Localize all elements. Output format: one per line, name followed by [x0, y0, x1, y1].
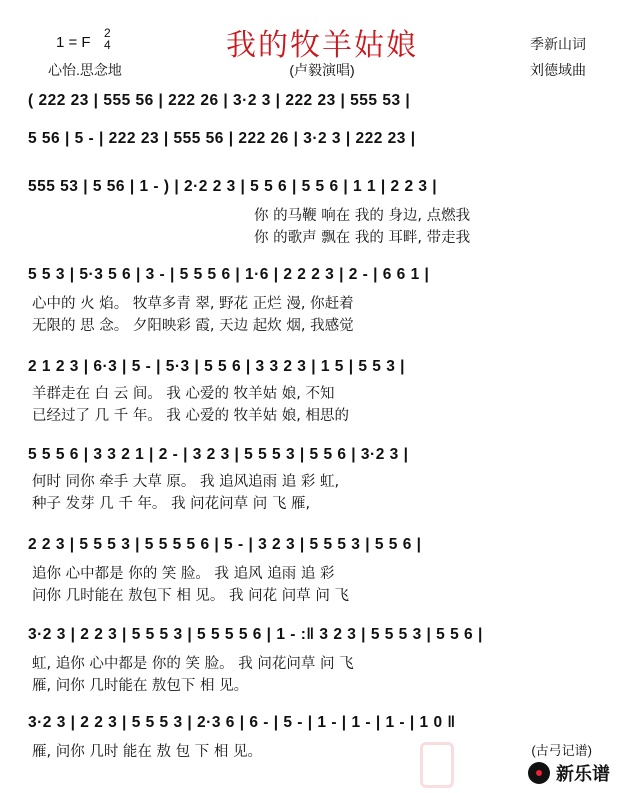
song-title: 我的牧羊姑娘	[226, 28, 418, 63]
composer: 刘德域曲	[530, 62, 586, 78]
score-line-3-lyrics-2: 你 的歌声 飘在 我的 耳畔, 带走我	[254, 230, 471, 246]
music-disc-icon	[528, 762, 550, 784]
brand-logo	[528, 760, 610, 786]
watermark-logo	[420, 742, 454, 788]
time-signature-top: 2	[104, 26, 111, 40]
score-line-5-notes: 2 1 2 3 | 6·3 | 5 - | 5·3 | 5 5 6 | 3 3 2 3 | 1 5 | 5 5 3 |	[28, 358, 405, 375]
score-line-8-notes: 3·2 3 | 2 2 3 | 5 5 5 3 | 5 5 5 5 6 | 1 - :‖ 3 2 3 | 5 5 5 3 | 5 5 6 |	[28, 626, 483, 643]
time-signature	[104, 27, 111, 51]
score-line-6-lyrics-1: 何时 同你 牵手 大草 原。 我 追风追雨 追 彩 虹,	[32, 474, 340, 490]
score-line-5-lyrics-1: 羊群走在 白 云 间。 我 心爱的 牧羊姑 娘, 不知	[32, 386, 335, 402]
score-line-9-lyrics-1: 雁, 问你 几时 能在 敖 包 下 相 见。	[32, 744, 262, 760]
score-line-7-lyrics-2: 问你 几时能在 敖包下 相 见。 我 问花 问草 问 飞	[32, 588, 349, 604]
score-line-4-lyrics-2: 无限的 思 念。 夕阳映彩 霞, 天边 起炊 烟, 我感觉	[32, 318, 354, 334]
score-line-5-lyrics-2: 已经过了 几 千 年。 我 心爱的 牧羊姑 娘, 相思的	[32, 408, 349, 424]
score-line-3-lyrics-1: 你 的马鞭 响在 我的 身边, 点燃我	[254, 208, 471, 224]
key-signature: 1 = F	[56, 34, 91, 51]
lyricist: 季新山词	[530, 36, 586, 52]
score-line-2-notes: 5 56 | 5 - | 222 23 | 555 56 | 222 26 | 3·2 3 | 222 23 |	[28, 130, 416, 147]
score-line-6-lyrics-2: 种子 发芽 几 千 年。 我 问花问草 问 飞 雁,	[32, 496, 311, 512]
performer: (卢毅演唱)	[289, 62, 355, 78]
brand-name: 新乐谱	[556, 764, 610, 785]
score-line-4-notes: 5 5 3 | 5·3 5 6 | 3 - | 5 5 5 6 | 1·6 | 2 2 2 3 | 2 - | 6 6 1 |	[28, 266, 430, 283]
time-signature-bottom: 4	[104, 38, 111, 52]
tempo-mood: 心怡.思念地	[48, 62, 122, 78]
score-line-3-notes: 555 53 | 5 56 | 1 - ) | 2·2 2 3 | 5 5 6 | 5 5 6 | 1 1 | 2 2 3 |	[28, 178, 438, 195]
score-line-9-notes: 3·2 3 | 2 2 3 | 5 5 5 3 | 2·3 6 | 6 - | 5 - | 1 - | 1 - | 1 - | 1 0 ‖	[28, 714, 456, 731]
score-line-7-lyrics-1: 追你 心中都是 你的 笑 脸。 我 追风 追雨 追 彩	[32, 566, 335, 582]
score-line-1-notes: ( 222 23 | 555 56 | 222 26 | 3·2 3 | 222 23 | 555 53 |	[28, 92, 411, 109]
score-line-7-notes: 2 2 3 | 5 5 5 3 | 5 5 5 5 6 | 5 - | 3 2 3 | 5 5 5 3 | 5 5 6 |	[28, 536, 422, 553]
score-line-4-lyrics-1: 心中的 火 焰。 牧草多青 翠, 野花 正烂 漫, 你赶着	[32, 296, 354, 312]
score-line-8-lyrics-1: 虹, 追你 心中都是 你的 笑 脸。 我 问花问草 问 飞	[32, 656, 354, 672]
score-line-8-lyrics-2: 雁, 问你 几时能在 敖包下 相 见。	[32, 678, 249, 694]
transcriber-credit: (古弓记谱)	[531, 743, 592, 758]
score-line-6-notes: 5 5 5 6 | 3 3 2 1 | 2 - | 3 2 3 | 5 5 5 3 | 5 5 6 | 3·2 3 |	[28, 446, 409, 463]
